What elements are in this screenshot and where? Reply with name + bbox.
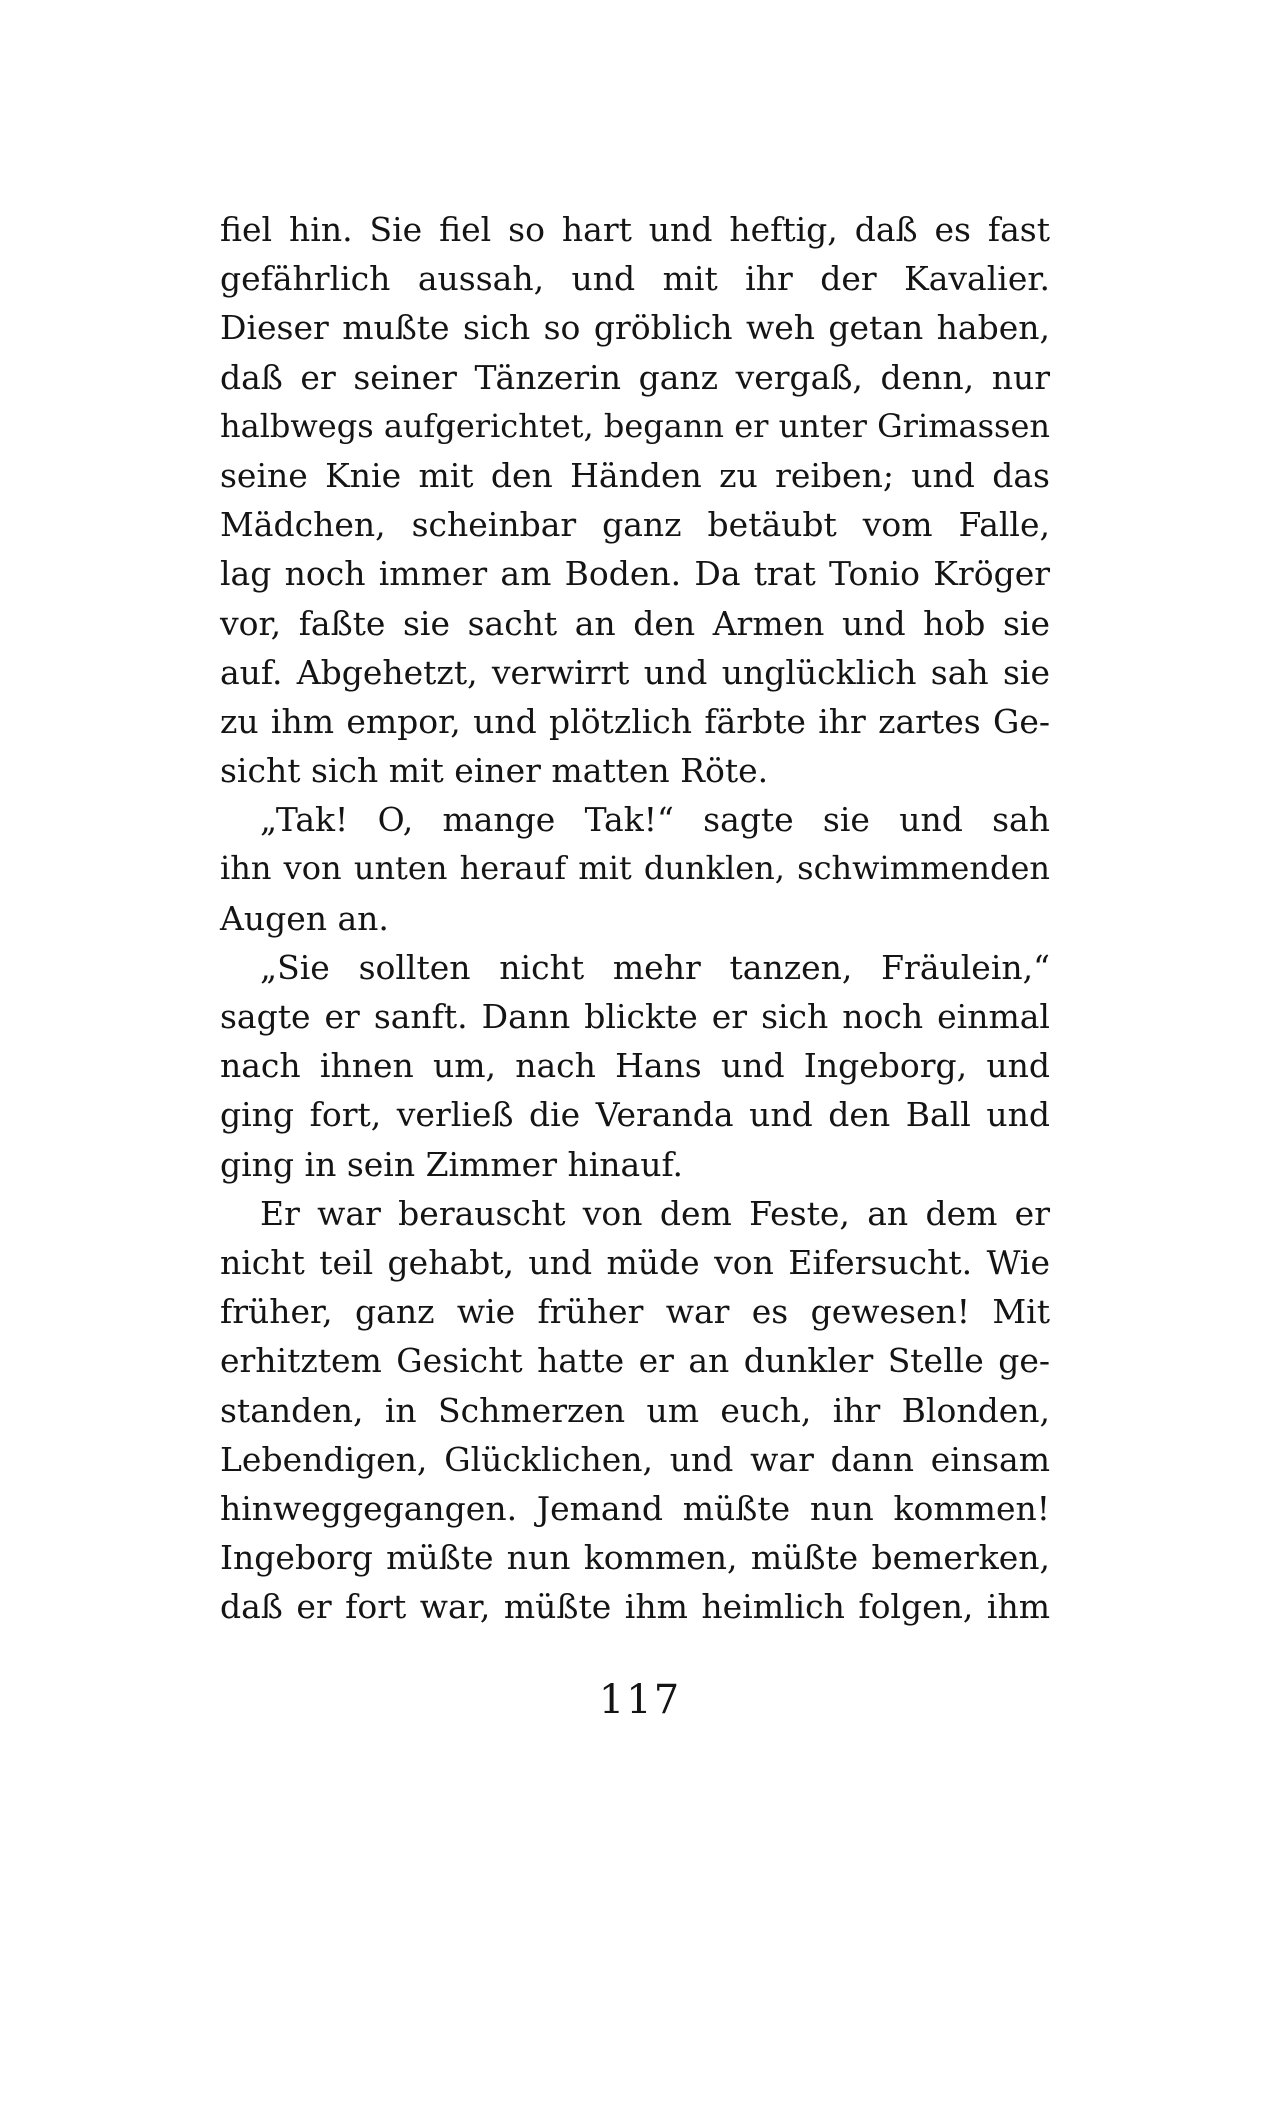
text-line: nach ihnen um, nach Hans und Ingeborg, und	[220, 1046, 1050, 1086]
text-line: zu ihm empor, und plötzlich färbte ihr zartes Ge-	[220, 701, 1050, 741]
text-line: auf. Abgehetzt, verwirrt und unglücklich sah sie	[220, 652, 1050, 692]
text-line: ihn von unten herauf mit dunklen, schwimmenden	[220, 849, 1050, 888]
text-line: sagte er sanft. Dann blickte er sich noch einmal	[220, 997, 1050, 1036]
text-line: Mädchen, scheinbar ganz betäubt vom Falle,	[220, 505, 1050, 545]
text-line: standen, in Schmerzen um euch, ihr Blonden,	[220, 1390, 1050, 1430]
text-line: sicht sich mit einer matten Röte.	[220, 751, 769, 791]
text-line: nicht teil gehabt, und müde von Eifersucht. Wie	[220, 1242, 1050, 1282]
text-line: gefährlich aussah, und mit ihr der Kavalier.	[220, 259, 1050, 299]
page-number: 117	[598, 1677, 682, 1723]
text-line: fiel hin. Sie fiel so hart und heftig, daß es fast	[220, 210, 1050, 249]
text-line: Ingeborg müßte nun kommen, müßte bemerken,	[220, 1538, 1050, 1578]
text-line: vor, faßte sie sacht an den Armen und hob sie	[220, 603, 1050, 643]
text-line: Augen an.	[220, 898, 389, 938]
text-line: daß er fort war, müßte ihm heimlich folgen, ihm	[220, 1587, 1050, 1627]
text-line: Er war berauscht von dem Feste, an dem er	[260, 1193, 1050, 1233]
text-line: halbwegs aufgerichtet, begann er unter Grimassen	[220, 406, 1050, 445]
text-line: seine Knie mit den Händen zu reiben; und das	[220, 455, 1050, 495]
body-text	[220, 205, 1050, 1631]
text-line: daß er seiner Tänzerin ganz vergaß, denn, nur	[220, 357, 1050, 397]
text-line: hinweggegangen. Jemand müßte nun kommen!	[220, 1488, 1050, 1528]
text-line: lag noch immer am Boden. Da trat Tonio Kröger	[220, 554, 1050, 594]
text-line: ging fort, verließ die Veranda und den Ball und	[220, 1095, 1050, 1135]
text-line: „Sie sollten nicht mehr tanzen, Fräulein,“	[260, 947, 1050, 987]
text-line: „Tak! O, mange Tak!“ sagte sie und sah	[260, 800, 1050, 840]
text-line: Lebendigen, Glücklichen, und war dann einsam	[220, 1439, 1050, 1479]
text-line: früher, ganz wie früher war es gewesen! Mit	[220, 1292, 1050, 1332]
text-line: Dieser mußte sich so gröblich weh getan haben,	[220, 308, 1050, 348]
text-line: erhitztem Gesicht hatte er an dunkler Stelle ge-	[220, 1341, 1050, 1381]
text-line: ging in sein Zimmer hinauf.	[220, 1144, 683, 1184]
